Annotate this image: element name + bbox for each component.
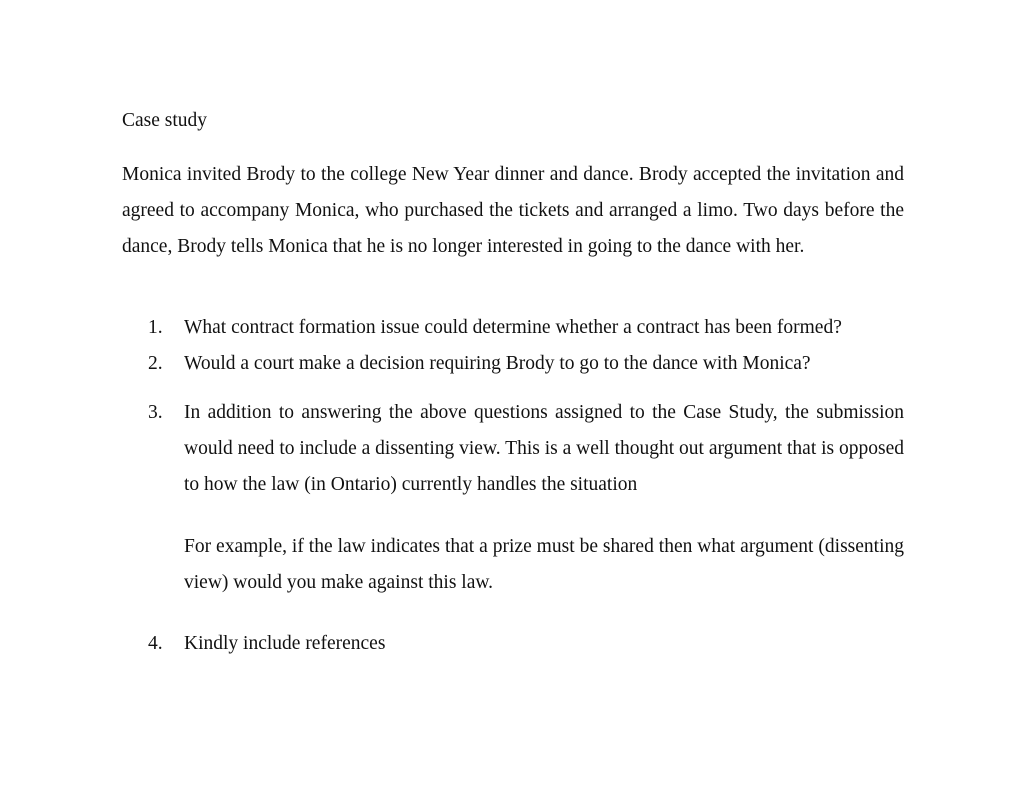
question-number: 4. bbox=[148, 633, 163, 654]
question-number: 3. bbox=[148, 402, 163, 423]
question-text: Would a court make a decision requiring Brody to go to the dance with Monica? bbox=[184, 353, 811, 374]
question-text: Kindly include references bbox=[184, 633, 386, 654]
case-description: Monica invited Brody to the college New Year dinner and dance. Brody accepted the invitation and agreed to accompany Monica, who purchased the tickets and arranged a limo. Two days before the dance, Brody tells Monica that he is no longer interested in going to the dance with her. bbox=[122, 164, 904, 257]
question-text: In addition to answering the above questions assigned to the Case Study, the submission would need to include a dissenting view. This is a well thought out argument that is opposed to how the law (in Ontario) currently handles the situation bbox=[184, 402, 904, 495]
question-number: 2. bbox=[148, 353, 163, 374]
document-heading: Case study bbox=[122, 110, 208, 131]
question-text: What contract formation issue could determine whether a contract has been formed? bbox=[184, 317, 842, 338]
example-text: For example, if the law indicates that a prize must be shared then what argument (dissenting view) would you make against this law. bbox=[184, 536, 904, 593]
question-number: 1. bbox=[148, 317, 163, 338]
